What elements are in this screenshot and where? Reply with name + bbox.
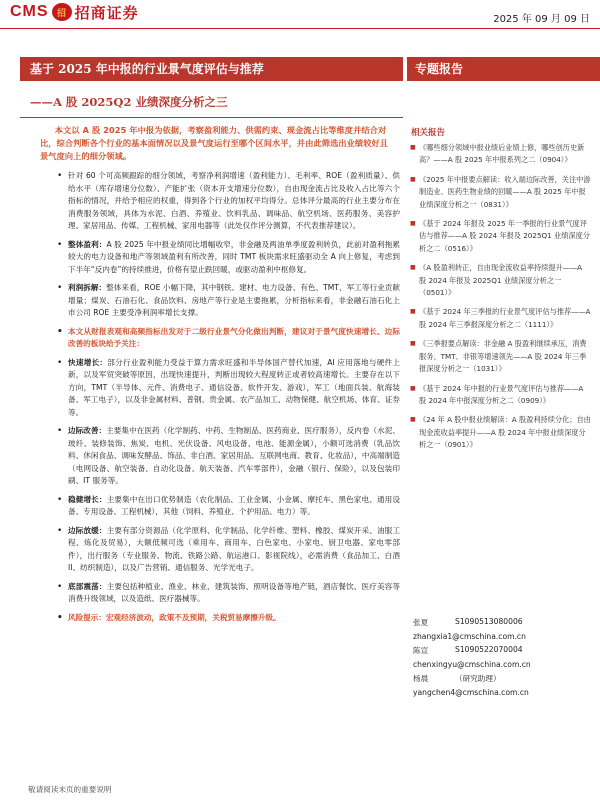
- abstract: 本文以 A 股 2025 年中报为依据，考察盈利能力、供需约束、现金流占比等维度并结合对比，综合判断各个行业的基本面情况以及景气度运行至哪个区间水平，并由此筛选出业绩较好且景气度向上的细分领域。: [40, 125, 389, 161]
- related-report-link[interactable]: ■ 《三季报要点解读：非金融 A 股盈利继续承压，消费服务、TMT、非银等增速领先——A 股 2024 年三季报深度分析之一（1031）》: [411, 338, 591, 375]
- report-title: 基于 2025 年中报的行业景气度评估与推荐: [20, 57, 403, 81]
- report-type-label: 专题报告: [407, 57, 600, 81]
- report-subtitle: ——A 股 2025Q2 业绩深度分析之三: [30, 95, 228, 109]
- key-point: • 边际改善：主要集中在医药（化学制药、中药、生物制品、医药商业、医疗服务），反内卷（水泥、玻纤、装修装饰、焦炭、电机、光伏设备、风电设备、电池、能源金属），小额可选消费（乳品饮料、休闲食品、调味发酵品、饰品、非白酒、家居用品、互联网电商、教育、化妆品），中高端制造（电网设备、航空装备、自动化设备、航天装备、汽车零部件），金融（银行、保险），以及包装印刷、IT 服务等。: [68, 425, 400, 488]
- related-report-link[interactable]: ■ 《24 年 A 股中报业绩解读：A 股盈利持续分化；自由现金流收益率提升——A 股 2024 年中报业绩深度分析之一（0901）》: [411, 414, 591, 451]
- company-logo: [10, 2, 139, 22]
- logo-mark-icon: 招: [52, 3, 72, 21]
- related-reports: [411, 126, 591, 459]
- analyst-email[interactable]: zhangxia1@cmschina.com.cn: [413, 632, 526, 641]
- key-point: • 针对 60 个可高频跟踪的细分领域，考察净利润增速（盈利能力）、毛利率、ROE（盈利质量）、供给水平（库存增速分位数）、产能扩张（资本开支增速分位数），自由现金流占比及收入占比等六个指标的情况，并给予相应的权重，得到各个行业的加权平均得分。总体评分最高的行业主要分布在消费服务领域，具体为水泥、白酒、养殖业、饮料乳品、调味品、航空机场、医药服务、美容护理、家居用品、传媒、工程机械、家用电器等（此处仅作评分测算，不代表推荐建议）。: [68, 170, 400, 233]
- analyst-id: S1090522070004: [455, 645, 523, 654]
- footer-disclaimer: 敬请阅读末页的重要说明: [28, 785, 112, 794]
- key-point: • 快速增长：部分行业盈利能力受益于算力需求旺盛和半导体国产替代加速，AI 应用落地与硬件上新，以及军贸突破等原因，出现快速提升，判断出现较大程度转正或者较高速增长。主要存在以下方向，TMT（半导体、元件、消费电子、通信设备、软件开发、游戏），军工（地面兵装、航海装备、军工电子），以及非金属材料、普钢、贵金属、农产品加工、动物保健、航空机场、体育、证券等。: [68, 357, 400, 420]
- key-points-list: [68, 170, 400, 630]
- analyst-contact: [413, 617, 593, 641]
- analyst-contacts: [413, 617, 593, 701]
- related-report-link[interactable]: ■ 《基于 2024 年三季报的行业景气度评估与推荐——A 股 2024 年三季报深度分析之二（1111）》: [411, 306, 591, 331]
- analyst-contact: [413, 645, 593, 669]
- key-point-highlight: • 本文从财报表观和高频指标出发对于二级行业景气分化做出判断，建议对于景气度快速增长、边际改善的板块给予关注：: [68, 326, 400, 351]
- logo-cms-text: CMS: [10, 3, 49, 20]
- analyst-email[interactable]: chenxingyu@cmschina.com.cn: [413, 660, 531, 669]
- key-point: • 整体盈利：A 股 2025 年中报业绩同比增幅收窄，非金融及两油单季度盈利转负，此前对盈利拖累较大的电力设备和地产等领域盈利有所改善，同时 TMT 板块需求旺盛驱动全 A 向上修复，考虑到下半年“反内卷”的持续推进，价格有望止跌回暖，或驱动盈利中枢修复。: [68, 239, 400, 277]
- risk-warning: • 风险提示：宏观经济波动，政策不及预期，关税贸易摩擦升级。: [68, 612, 400, 625]
- report-date: 2025 年 09 月 09 日: [493, 14, 590, 25]
- related-report-link[interactable]: ■ 《基于 2024 年中报的行业景气度评估与推荐——A 股 2024 年中报深度分析之二（0909）》: [411, 383, 591, 408]
- analyst-name: 陈宣: [413, 646, 429, 655]
- key-point: • 底部震荡：主要包括种植业、渔业、林业、建筑装饰、照明设备等地产链，酒店餐饮、医疗美容等消费升级领域，以及造纸、医疗器械等。: [68, 581, 400, 606]
- analyst-email[interactable]: yangchen4@cmschina.com.cn: [413, 688, 529, 697]
- analyst-name: 杨晨: [413, 674, 429, 683]
- subtitle-divider: [20, 117, 403, 118]
- related-report-link[interactable]: ■ 《A 股盈利转正，自由现金流收益率持续提升——A 股 2024 年报及 2025Q1 业绩深度分析之一（0501）》: [411, 262, 591, 299]
- related-reports-heading: 相关报告: [411, 128, 446, 138]
- key-point: • 边际放缓：主要有部分资源品（化学原料、化学制品、化学纤维、塑料、橡胶、煤炭开采、油服工程、炼化及贸易），大额低频可选（乘用车、商用车、白色家电、小家电、厨卫电器、家电零部件），出行服务（专业服务、物流、铁路公路、航运港口、影视院线），必需消费（食品加工、白酒 II、纺织制造），以及广告营销、通信服务、光学光电子。: [68, 525, 400, 575]
- related-report-link[interactable]: ■ 《哪些细分领域中报业绩后业绩上修，哪些创历史新高？——A 股 2025 年中报系列之二（0904）》: [411, 142, 591, 167]
- analyst-id: S1090513080006: [455, 617, 523, 626]
- related-report-link[interactable]: ■ 《基于 2024 年报及 2025 年一季报的行业景气度评估与推荐——A 股 2024 年报及 2025Q1 业绩深度分析之二（0516）》: [411, 218, 591, 255]
- header-divider: [0, 28, 600, 29]
- related-report-link[interactable]: ■ 《2025 年中报要点解读：收入端边际改善，关注中游制造业、医药生物业绩的回暖——A 股 2025 年中报业绩深度分析之一（0831）》: [411, 174, 591, 211]
- key-point: • 稳健增长：主要集中在出口优势制造（农化制品、工业金属、小金属、摩托车、黑色家电、通用设备、专用设备、工程机械），其他（饲料、养殖业、个护用品、电力）等。: [68, 494, 400, 519]
- analyst-contact: [413, 673, 593, 697]
- analyst-name: 张夏: [413, 618, 429, 627]
- key-point: • 利润拆解：整体来看，ROE 小幅下降，其中钢铁、建材、电力设备、有色、TMT、军工等行业贡献增量；煤炭、石油石化、食品饮料、房地产等行业是主要拖累，分析指标来看，非金融石油石化上市公司 ROE 主要受净利润率增长支撑。: [68, 282, 400, 320]
- logo-chinese-text: 招商证券: [74, 3, 139, 22]
- analyst-id: （研究助理）: [455, 674, 501, 683]
